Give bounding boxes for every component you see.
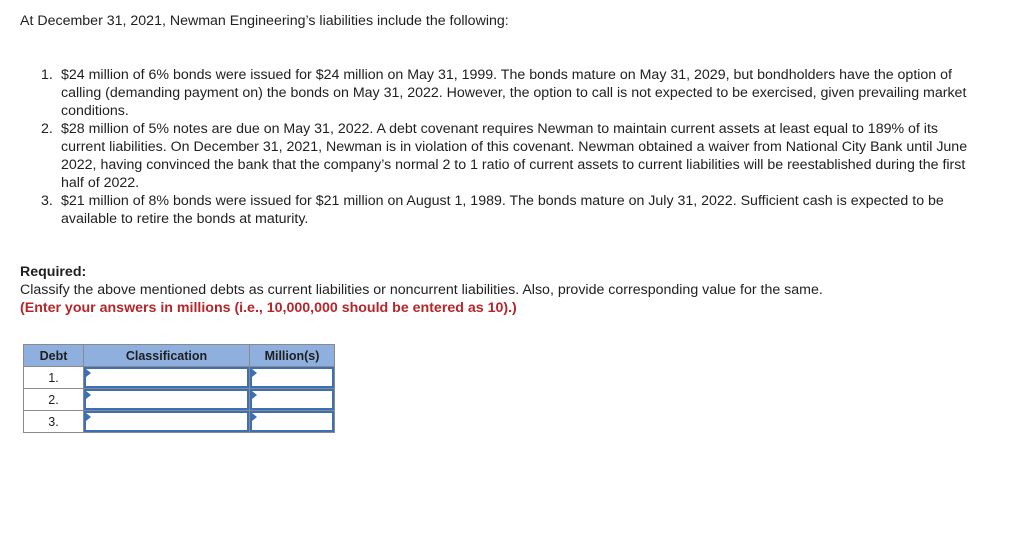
millions-cell — [250, 389, 335, 411]
classification-cell — [84, 389, 250, 411]
table-row — [24, 389, 335, 411]
required-body: Classify the above mentioned debts as current liabilities or noncurrent liabilities. Also, provide corresponding value for the same. — [20, 282, 823, 298]
millions-input[interactable] — [250, 411, 334, 432]
list-item-text: $28 million of 5% notes are due on May 31, 2022. A debt covenant requires Newman to maintain current assets at least equal to 189% of its current liabilities. On December 31, 2021, Newman is in violation of this covenant. Newman obtained a waiver from National City Bank until June 2022, having convinced the bank that the company’s normal 2 to 1 ratio of current assets to current liabilities will be reestablished during the first half of 2022. — [61, 121, 968, 191]
cell-flag-icon — [252, 369, 257, 377]
millions-input[interactable] — [250, 389, 334, 410]
classification-cell — [84, 411, 250, 433]
list-item — [41, 120, 981, 192]
classification-dropdown[interactable] — [84, 389, 249, 410]
list-item-number: 3. — [41, 193, 53, 209]
list-item-text: $24 million of 6% bonds were issued for $24 million on May 31, 1999. The bonds mature on May 31, 2029, but bondholders have the option of calling (demanding payment on) the bonds on May 31, 2022. However, the option to call is not expected to be exercised, given prevailing market conditions. — [61, 67, 967, 119]
list-item-number: 1. — [41, 67, 53, 83]
list-item-number: 2. — [41, 121, 53, 137]
header-classification: Classification — [84, 345, 250, 367]
classification-cell — [84, 367, 250, 389]
header-debt: Debt — [24, 345, 84, 367]
cell-flag-icon — [86, 391, 91, 399]
table-row — [24, 411, 335, 433]
list-item-text: $21 million of 8% bonds were issued for $21 million on August 1, 1989. The bonds mature on July 31, 2022. Sufficient cash is expected to be available to retire the bonds at maturity. — [61, 193, 944, 227]
required-heading: Required: — [20, 264, 87, 280]
millions-input[interactable] — [250, 367, 334, 388]
answer-table — [23, 344, 335, 433]
debt-number: 1. — [24, 367, 84, 389]
header-millions: Million(s) — [250, 345, 335, 367]
required-instruction: (Enter your answers in millions (i.e., 10,000,000 should be entered as 10).) — [20, 300, 517, 316]
classification-dropdown[interactable] — [84, 367, 249, 388]
millions-cell — [250, 411, 335, 433]
debt-number: 3. — [24, 411, 84, 433]
cell-flag-icon — [252, 413, 257, 421]
required-section — [20, 263, 1010, 317]
classification-dropdown[interactable] — [84, 411, 249, 432]
table-header-row — [24, 345, 335, 367]
millions-cell — [250, 367, 335, 389]
debt-number: 2. — [24, 389, 84, 411]
cell-flag-icon — [252, 391, 257, 399]
table-row — [24, 367, 335, 389]
cell-flag-icon — [86, 369, 91, 377]
list-item — [41, 192, 981, 228]
intro-text: At December 31, 2021, Newman Engineering’s liabilities include the following: — [20, 13, 509, 29]
cell-flag-icon — [86, 413, 91, 421]
liabilities-list — [41, 66, 981, 228]
list-item — [41, 66, 981, 120]
